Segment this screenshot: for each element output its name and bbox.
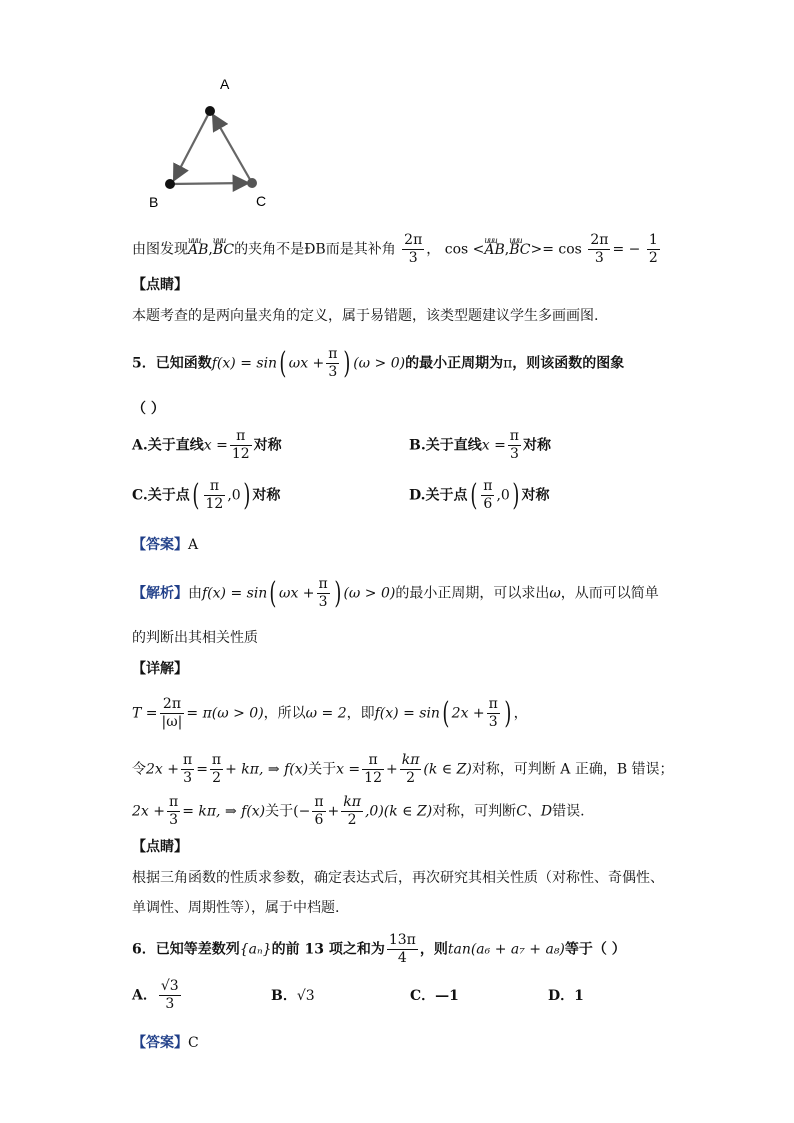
section-heading: 【点睛】 bbox=[132, 277, 188, 293]
detail-line-3: 2x + $\frac{\pi}{3}$ = kπ, ⇒ f(x)关于(− $\frac{\pi}{6}$ + $\frac{k\pi}{2}$ ,0)(k ∈ Z)对称，可判断C、D错误. bbox=[132, 794, 585, 828]
text: = − bbox=[612, 241, 641, 258]
q6-option-a: A． $\frac{√3}{3}$ bbox=[132, 978, 179, 1012]
triangle-figure bbox=[140, 70, 280, 215]
q6-option-b: B．√3 bbox=[271, 988, 315, 1004]
vector-bc: uuu BC bbox=[509, 240, 530, 260]
vector-ab: uuu AB bbox=[188, 240, 208, 260]
point-c bbox=[247, 178, 257, 188]
edge-c-a bbox=[213, 115, 252, 183]
detail-line-1: T = $\frac{2\pi}{|\omega|}$ = π(ω > 0)，所以ω = 2，即f(x) = sin( 2x + $\frac{\pi}{3}$ ) ， bbox=[132, 695, 528, 731]
point-b bbox=[165, 179, 175, 189]
text: ， cos < bbox=[426, 241, 485, 258]
vector-ab: uuu AB bbox=[484, 240, 504, 260]
option-c: C.关于点( $\frac{\pi}{12}$ ,0) 对称 bbox=[132, 477, 281, 513]
fraction: $\frac{2\pi}{3}$ bbox=[590, 232, 609, 266]
q6-option-c: C．—1 bbox=[410, 988, 459, 1004]
edge-a-b bbox=[174, 111, 210, 180]
paragraph: 本题考查的是两向量夹角的定义，属于易错题，该类型题建议学生多画画图. bbox=[132, 308, 599, 324]
text: 的夹角不是ÐB而是其补角 bbox=[234, 241, 396, 258]
point-a bbox=[205, 106, 215, 116]
label-a: A bbox=[220, 76, 230, 92]
detail-line-2: 令2x + $\frac{\pi}{3}$ = $\frac{\pi}{2}$ + kπ, ⇒ f(x)关于x = $\frac{\pi}{12}$ + $\frac{k\pi}{2}$ (k ∈ Z)对称，可判断 A 正确，B 错误； bbox=[132, 752, 674, 786]
fraction: $\frac{2\pi}{3}$ bbox=[404, 232, 423, 266]
vector-bc: uuu BC bbox=[213, 240, 234, 260]
section-heading: 【点睛】 bbox=[132, 839, 188, 855]
text: , bbox=[208, 241, 213, 258]
label-c: C bbox=[256, 193, 267, 209]
text: >= cos bbox=[530, 241, 582, 258]
edge-b-c bbox=[170, 183, 248, 184]
text: 由图发现 bbox=[132, 241, 188, 258]
option-a: A.关于直线x = $\frac{\pi}{12}$ 对称 bbox=[132, 428, 282, 462]
option-b: B.关于直线x = $\frac{\pi}{3}$ 对称 bbox=[409, 428, 551, 462]
text: , bbox=[504, 241, 510, 258]
question-stem: 6．已知等差数列{aₙ}的前 13 项之和为 $\frac{13\pi}{4}$ ，则tan(a₆ + a₇ + a₈)等于（ ） bbox=[132, 932, 626, 966]
question-stem: 5．已知函数f(x) = sin( ωx + $\frac{\pi}{3}$ ) (ω > 0)的最小正周期为π，则该函数的图象 bbox=[132, 345, 625, 381]
q6-answer-line: 【答案】C bbox=[132, 1035, 199, 1051]
analysis-line: 【解析】由f(x) = sin( ωx + $\frac{\pi}{3}$ ) (ω > 0)的最小正周期，可以求出ω，从而可以简单 bbox=[132, 575, 659, 611]
q6-option-d: D．1 bbox=[548, 988, 584, 1004]
paragraph: 根据三角函数的性质求参数，确定表达式后，再次研究其相关性质（对称性、奇偶性、 bbox=[132, 870, 664, 886]
option-d: D.关于点( $\frac{\pi}{6}$ ,0) 对称 bbox=[409, 477, 550, 513]
paragraph: 的判断出其相关性质 bbox=[132, 630, 258, 646]
answer-blank: （ ） bbox=[132, 401, 165, 417]
label-b: B bbox=[149, 194, 159, 210]
paragraph: 单调性、周期性等），属于中档题. bbox=[132, 900, 340, 916]
q4-conclusion-line bbox=[132, 232, 662, 267]
fraction: $\frac{1}{2}$ bbox=[648, 232, 658, 266]
answer-line: 【答案】A bbox=[132, 537, 199, 553]
section-heading: 【详解】 bbox=[132, 661, 188, 677]
